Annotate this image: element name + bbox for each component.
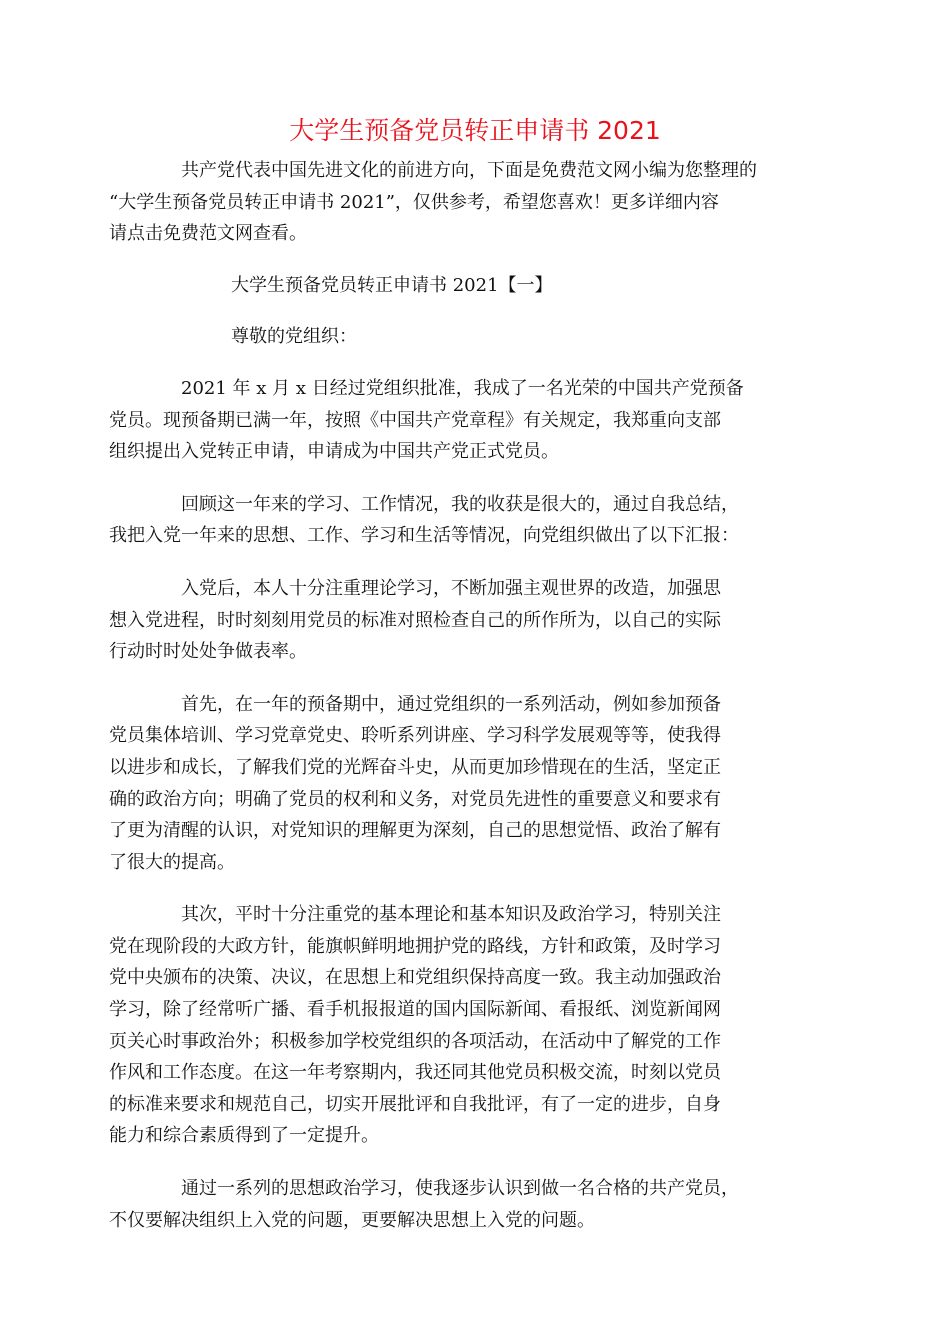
- body-paragraph: [109, 573, 825, 668]
- paragraph-line: 想入党进程，时时刻刻用党员的标准对照检查自己的所作所为，以自己的实际: [109, 609, 721, 631]
- paragraph-line: 党在现阶段的大政方针，能旗帜鲜明地拥护党的路线，方针和政策，及时学习: [109, 935, 721, 957]
- intro-line: 请点击免费范文网查看。: [109, 223, 307, 245]
- paragraph-line: 作风和工作态度。在这一年考察期内，我还同其他党员积极交流，时刻以党员: [109, 1062, 721, 1084]
- paragraph-line: 不仅要解决组织上入党的问题，更要解决思想上入党的问题。: [109, 1209, 595, 1231]
- paragraph-line: 我把入党一年来的思想、工作、学习和生活等情况，向党组织做出了以下汇报：: [109, 525, 739, 547]
- paragraph-line: 通过一系列的思想政治学习，使我逐步认识到做一名合格的共产党员，: [181, 1178, 739, 1200]
- salutation: 尊敬的党组织：: [231, 326, 357, 348]
- body-paragraph: [109, 489, 825, 552]
- paragraph-line: 党员。现预备期已满一年，按照《中国共产党章程》有关规定，我郑重向支部: [109, 409, 721, 431]
- body-paragraph: [109, 689, 825, 879]
- paragraph-line: 行动时时处处争做表率。: [109, 641, 307, 663]
- section-heading: 大学生预备党员转正申请书 2021【一】: [231, 274, 553, 296]
- paragraph-line: 其次，平时十分注重党的基本理论和基本知识及政治学习，特别关注: [181, 904, 721, 926]
- paragraph-line: 回顾这一年来的学习、工作情况，我的收获是很大的，通过自我总结，: [181, 493, 739, 515]
- paragraph-line: 确的政治方向；明确了党员的权利和义务，对党员先进性的重要意义和要求有: [109, 788, 721, 810]
- paragraph-line: 的标准来要求和规范自己，切实开展批评和自我批评，有了一定的进步，自身: [109, 1093, 721, 1115]
- document-body: [109, 155, 825, 1257]
- paragraph-line: 入党后，本人十分注重理论学习，不断加强主观世界的改造，加强思: [181, 577, 721, 599]
- paragraph-line: 能力和综合素质得到了一定提升。: [109, 1125, 379, 1147]
- paragraph-line: 首先，在一年的预备期中，通过党组织的一系列活动，例如参加预备: [181, 693, 721, 715]
- paragraph-line: 以进步和成长，了解我们党的光辉奋斗史，从而更加珍惜现在的生活，坚定正: [109, 756, 721, 778]
- paragraph-line: 学习，除了经常听广播、看手机报报道的国内国际新闻、看报纸、浏览新闻网: [109, 999, 721, 1021]
- paragraph-line: 2021 年 x 月 x 日经过党组织批准，我成了一名光荣的中国共产党预备: [181, 377, 744, 399]
- letter-paragraphs: [109, 373, 825, 1236]
- intro-line: 共产党代表中国先进文化的前进方向，下面是免费范文网小编为您整理的: [181, 160, 757, 181]
- paragraph-line: 组织提出入党转正申请，申请成为中国共产党正式党员。: [109, 441, 559, 463]
- intro-paragraph: [109, 155, 825, 250]
- paragraph-line: 了很大的提高。: [109, 851, 235, 873]
- paragraph-line: 党中央颁布的决策、决议，在思想上和党组织保持高度一致。我主动加强政治: [109, 967, 721, 989]
- body-paragraph: [109, 899, 825, 1152]
- body-paragraph: [109, 373, 825, 468]
- intro-line: “大学生预备党员转正申请书 2021”，仅供参考，希望您喜欢！更多详细内容: [109, 191, 719, 213]
- document-title: 大学生预备党员转正申请书 2021: [289, 116, 661, 145]
- paragraph-line: 页关心时事政治外；积极参加学校党组织的各项活动，在活动中了解党的工作: [109, 1030, 721, 1052]
- paragraph-line: 党员集体培训、学习党章党史、聆听系列讲座、学习科学发展观等等，使我得: [109, 725, 721, 747]
- paragraph-line: 了更为清醒的认识，对党知识的理解更为深刻，自己的思想觉悟、政治了解有: [109, 820, 721, 842]
- body-paragraph: [109, 1173, 825, 1236]
